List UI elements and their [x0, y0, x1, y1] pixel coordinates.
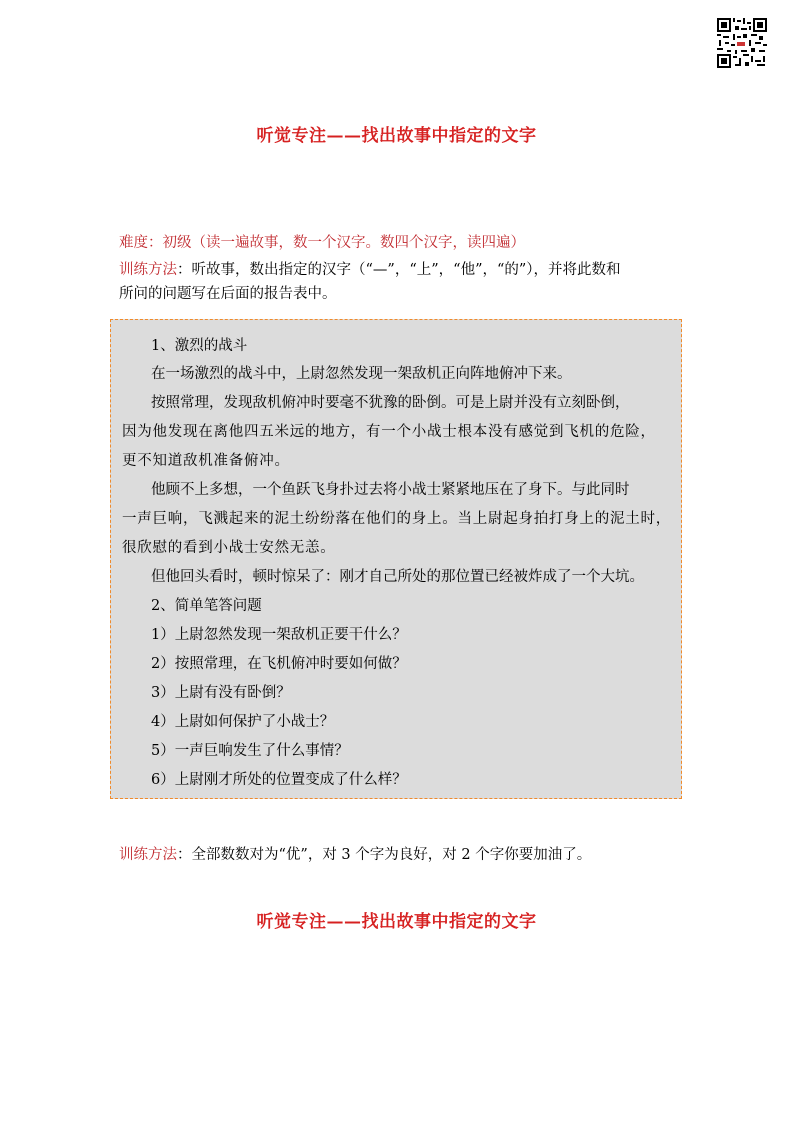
question-item: 5）一声巨响发生了什么事情？: [151, 743, 349, 759]
story-paragraph-line: 一声巨响，飞溅起来的泥土纷纷落在他们的身上。当上尉起身拍打身上的泥土时，: [122, 511, 671, 527]
story-paragraph-line: 更不知道敌机准备俯冲。: [122, 453, 290, 469]
scoring-label: 训练方法: [119, 847, 177, 863]
story-paragraph: 在一场激烈的战斗中，上尉忽然发现一架敌机正向阵地俯冲下来。: [151, 366, 572, 382]
qr-code-icon: [717, 18, 767, 68]
question-item: 2）按照常理，在飞机俯冲时要如何做？: [151, 656, 407, 672]
question-item: 6）上尉刚才所处的位置变成了什么样？: [151, 772, 407, 788]
story-heading: 1、激烈的战斗: [151, 338, 248, 354]
difficulty-line: 难度：初级（读一遍故事，数一个汉字。数四个汉字，读四遍）: [119, 235, 525, 251]
question-item: 4）上尉如何保护了小战士？: [151, 714, 335, 730]
method-label: 训练方法: [119, 262, 177, 278]
method-text: ：听故事，数出指定的汉字（“—”，“上”，“他”，“的”），并将此数和: [177, 262, 621, 278]
questions-heading: 2、简单笔答问题: [151, 598, 262, 614]
story-paragraph: 但他回头看时，顿时惊呆了：刚才自己所处的那位置已经被炸成了一个大坑。: [151, 569, 644, 585]
story-paragraph-line: 因为他发现在离他四五米远的地方，有一个小战士根本没有感觉到飞机的危险，: [122, 424, 656, 440]
page-title-repeat: 听觉专注——找出故事中指定的文字: [256, 912, 537, 932]
question-item: 1）上尉忽然发现一架敌机正要干什么？: [151, 627, 407, 643]
method-line: [119, 258, 621, 279]
question-item: 3）上尉有没有卧倒？: [151, 685, 291, 701]
scoring-text: ：全部数数对为“优”，对 3 个字为良好，对 2 个字你要加油了。: [177, 847, 592, 863]
story-paragraph: 他顾不上多想，一个鱼跃飞身扑过去将小战士紧紧地压在了身下。与此同时: [151, 482, 630, 498]
scoring-line: [119, 843, 591, 864]
story-paragraph-line: 很欣慰的看到小战士安然无恙。: [122, 540, 336, 556]
method-line-continued: 所问的问题写在后面的报告表中。: [119, 286, 337, 302]
story-box: [110, 319, 682, 799]
story-paragraph: 按照常理，发现敌机俯冲时要毫不犹豫的卧倒。可是上尉并没有立刻卧倒，: [151, 395, 630, 411]
page-title: 听觉专注——找出故事中指定的文字: [256, 126, 537, 146]
